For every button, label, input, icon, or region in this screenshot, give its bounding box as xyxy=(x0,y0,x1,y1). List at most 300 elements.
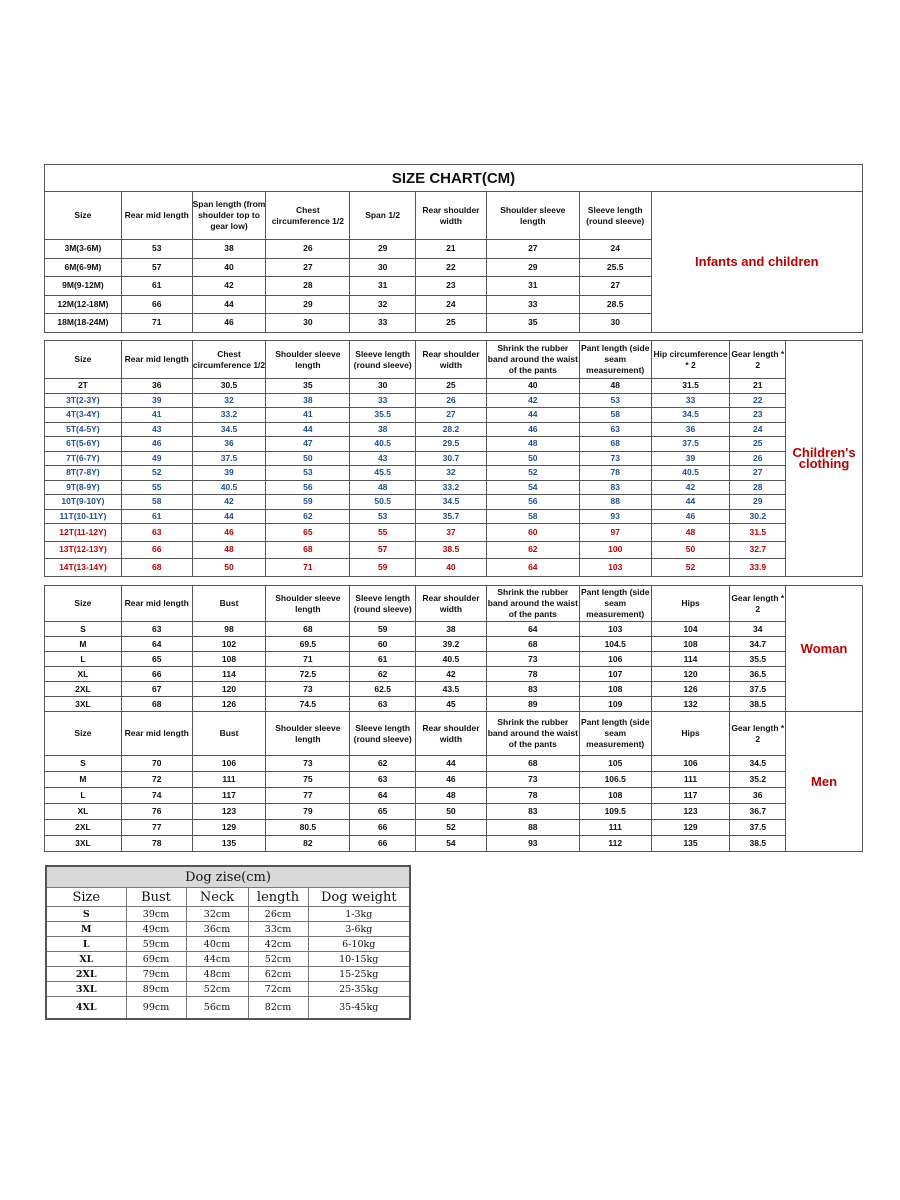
table-cell: 30.5 xyxy=(192,379,266,394)
table-cell: 111 xyxy=(579,820,651,836)
table-cell: 72 xyxy=(121,772,192,788)
table-cell: 12M(12-18M) xyxy=(45,295,122,314)
table-cell: 8T(7-8Y) xyxy=(45,466,122,481)
table-cell: 107 xyxy=(579,667,651,682)
table-cell: 45 xyxy=(416,697,487,712)
table-cell: 98 xyxy=(192,622,266,637)
table-cell: 40.5 xyxy=(192,480,266,495)
table-cell: 52cm xyxy=(248,952,308,967)
table-cell: 48 xyxy=(192,541,266,559)
column-header: Rear mid length xyxy=(121,341,192,379)
table-cell: 48 xyxy=(416,788,487,804)
table-cell: 82cm xyxy=(248,997,308,1019)
table-cell: 52cm xyxy=(186,982,248,997)
table-cell: 117 xyxy=(192,788,266,804)
table-cell: 89 xyxy=(486,697,579,712)
table-cell: 135 xyxy=(651,836,730,852)
table-cell: 52 xyxy=(651,559,730,577)
table-cell: 30 xyxy=(350,258,416,277)
column-header: Gear length * 2 xyxy=(730,341,786,379)
table-cell: 66 xyxy=(121,667,192,682)
table-cell: 56cm xyxy=(186,997,248,1019)
table-cell: S xyxy=(46,907,126,922)
column-header: Shrink the rubber band around the waist of the pants xyxy=(486,712,579,756)
table-cell: 6M(6-9M) xyxy=(45,258,122,277)
table-header-row xyxy=(45,192,863,240)
table-cell: 53 xyxy=(121,240,192,259)
table-cell: 72.5 xyxy=(266,667,350,682)
column-header: Gear length * 2 xyxy=(730,712,786,756)
column-header: Hips xyxy=(651,586,730,622)
table-cell: 73 xyxy=(486,772,579,788)
table-cell: 117 xyxy=(651,788,730,804)
column-header: Sleeve length (round sleeve) xyxy=(350,586,416,622)
table-cell: 27 xyxy=(266,258,350,277)
table-cell: 64 xyxy=(350,788,416,804)
column-header: Rear shoulder width xyxy=(416,192,487,240)
table-cell: 30.7 xyxy=(416,451,487,466)
table-cell: 52 xyxy=(416,820,487,836)
table-cell: 106 xyxy=(192,756,266,772)
table-cell: 21 xyxy=(416,240,487,259)
table-header-row xyxy=(46,888,410,907)
column-header: Shrink the rubber band around the waist of the pants xyxy=(486,341,579,379)
table-cell: 44 xyxy=(486,408,579,423)
table-cell: 36 xyxy=(121,379,192,394)
table-cell: 25 xyxy=(730,437,786,452)
table-cell: 36.5 xyxy=(730,667,786,682)
table-cell: 55 xyxy=(121,480,192,495)
column-header: Pant length (side seam measurement) xyxy=(579,341,651,379)
table-cell: 68 xyxy=(579,437,651,452)
table-row xyxy=(45,697,863,712)
table-cell: 93 xyxy=(486,836,579,852)
column-header: Span 1/2 xyxy=(350,192,416,240)
table-cell: 2T xyxy=(45,379,122,394)
column-header: Rear shoulder width xyxy=(416,712,487,756)
table-cell: 24 xyxy=(730,422,786,437)
table-cell: 3T(2-3Y) xyxy=(45,393,122,408)
table-cell: M xyxy=(45,637,122,652)
table-cell: 61 xyxy=(121,509,192,524)
table-cell: 112 xyxy=(579,836,651,852)
table-row xyxy=(46,997,410,1019)
table-cell: 46 xyxy=(416,772,487,788)
table-cell: 27 xyxy=(579,277,651,296)
table-row xyxy=(45,422,863,437)
table-cell: 40 xyxy=(486,379,579,394)
table-cell: 35.7 xyxy=(416,509,487,524)
table-cell: 102 xyxy=(192,637,266,652)
table-row xyxy=(45,466,863,481)
column-header: Neck xyxy=(186,888,248,907)
table-cell: 39 xyxy=(121,393,192,408)
table-cell: 22 xyxy=(730,393,786,408)
table-row xyxy=(46,967,410,982)
table-cell: 42cm xyxy=(248,937,308,952)
table-cell: 76 xyxy=(121,804,192,820)
table-cell: 103 xyxy=(579,622,651,637)
table-cell: 28.2 xyxy=(416,422,487,437)
table-cell: 25 xyxy=(416,379,487,394)
table-cell: 38 xyxy=(192,240,266,259)
table-cell: 7T(6-7Y) xyxy=(45,451,122,466)
table-cell: 70 xyxy=(121,756,192,772)
column-header: Shoulder sleeve length xyxy=(486,192,579,240)
table-cell: 79cm xyxy=(126,967,186,982)
column-header: Pant length (side seam measurement) xyxy=(579,712,651,756)
table-cell: 26 xyxy=(266,240,350,259)
table-cell: S xyxy=(45,756,122,772)
table-row xyxy=(45,756,863,772)
table-cell: 32.7 xyxy=(730,541,786,559)
table-cell: L xyxy=(45,652,122,667)
table-cell: 63 xyxy=(350,697,416,712)
dog-table-title: Dog zise(cm) xyxy=(46,866,410,888)
table-cell: 44 xyxy=(651,495,730,510)
table-cell: 69cm xyxy=(126,952,186,967)
table-cell: 66 xyxy=(350,820,416,836)
table-cell: 33 xyxy=(350,393,416,408)
column-header: Rear shoulder width xyxy=(416,586,487,622)
table-cell: 25 xyxy=(416,314,487,333)
table-cell: 68 xyxy=(266,541,350,559)
table-cell: 75 xyxy=(266,772,350,788)
table-cell: 56 xyxy=(486,495,579,510)
table-cell: 48 xyxy=(651,524,730,542)
table-cell: 31.5 xyxy=(730,524,786,542)
table-cell: 34.5 xyxy=(416,495,487,510)
table-cell: 28.5 xyxy=(579,295,651,314)
table-cell: 79 xyxy=(266,804,350,820)
table-row xyxy=(45,637,863,652)
column-header: Size xyxy=(45,192,122,240)
table-cell: 106.5 xyxy=(579,772,651,788)
table-cell: 74 xyxy=(121,788,192,804)
table-cell: 44 xyxy=(266,422,350,437)
table-cell: 37 xyxy=(416,524,487,542)
table-cell: 123 xyxy=(192,804,266,820)
table-cell: XL xyxy=(45,667,122,682)
table-header-row xyxy=(45,586,863,622)
table-cell: L xyxy=(46,937,126,952)
table-cell: 2XL xyxy=(46,967,126,982)
table-cell: 82 xyxy=(266,836,350,852)
column-header: Chest circumference 1/2 xyxy=(266,192,350,240)
table-cell: 61 xyxy=(350,652,416,667)
table-cell: 78 xyxy=(121,836,192,852)
table-cell: 44 xyxy=(192,295,266,314)
table-cell: 59 xyxy=(350,559,416,577)
column-header: Chest circumference 1/2 xyxy=(192,341,266,379)
table-header-row xyxy=(45,341,863,379)
table-cell: 44 xyxy=(416,756,487,772)
table-row xyxy=(45,480,863,495)
table-cell: 47 xyxy=(266,437,350,452)
table-cell: 42 xyxy=(486,393,579,408)
table-cell: 2XL xyxy=(45,820,122,836)
table-cell: 68 xyxy=(121,559,192,577)
table-cell: 29.5 xyxy=(416,437,487,452)
table-cell: 34.7 xyxy=(730,637,786,652)
table-cell: 62 xyxy=(266,509,350,524)
table-cell: 64 xyxy=(486,559,579,577)
table-cell: 53 xyxy=(579,393,651,408)
table-cell: 35 xyxy=(266,379,350,394)
table-cell: 29 xyxy=(266,295,350,314)
table-cell: 27 xyxy=(730,466,786,481)
table-row xyxy=(45,804,863,820)
table-cell: 29 xyxy=(730,495,786,510)
table-cell: 39.2 xyxy=(416,637,487,652)
table-cell: 33.9 xyxy=(730,559,786,577)
table-cell: 27 xyxy=(486,240,579,259)
table-cell: 74.5 xyxy=(266,697,350,712)
table-cell: 48 xyxy=(579,379,651,394)
table-cell: 38.5 xyxy=(730,697,786,712)
table-cell: 68 xyxy=(486,637,579,652)
table-cell: 65 xyxy=(121,652,192,667)
column-header: Size xyxy=(45,341,122,379)
table-cell: 59cm xyxy=(126,937,186,952)
table-cell: 34.5 xyxy=(651,408,730,423)
table-cell: 135 xyxy=(192,836,266,852)
table-cell: 33cm xyxy=(248,922,308,937)
table-row xyxy=(45,772,863,788)
table-cell: 24 xyxy=(579,240,651,259)
table-cell: 77 xyxy=(121,820,192,836)
table-cell: 32 xyxy=(350,295,416,314)
table-cell: 30.2 xyxy=(730,509,786,524)
table-cell: 36cm xyxy=(186,922,248,937)
table-cell: 50 xyxy=(651,541,730,559)
table-cell: 35.5 xyxy=(730,652,786,667)
column-header: Span length (from shoulder top to gear low) xyxy=(192,192,266,240)
table-cell: M xyxy=(46,922,126,937)
table-cell: 126 xyxy=(192,697,266,712)
table-cell: XL xyxy=(45,804,122,820)
table-cell: 10T(9-10Y) xyxy=(45,495,122,510)
table-cell: 24 xyxy=(416,295,487,314)
table-cell: 67 xyxy=(121,682,192,697)
table-cell: 106 xyxy=(579,652,651,667)
section-label-woman: Woman xyxy=(786,586,863,712)
table-cell: 80.5 xyxy=(266,820,350,836)
table-cell: 62.5 xyxy=(350,682,416,697)
table-cell: 4T(3-4Y) xyxy=(45,408,122,423)
table-cell: 36 xyxy=(730,788,786,804)
table-cell: 41 xyxy=(121,408,192,423)
table-cell: 39 xyxy=(192,466,266,481)
table-cell: 43 xyxy=(121,422,192,437)
table-cell: 44cm xyxy=(186,952,248,967)
table-row xyxy=(45,437,863,452)
table-cell: 68 xyxy=(486,756,579,772)
table-row xyxy=(45,820,863,836)
column-header: Sleeve length (round sleeve) xyxy=(350,712,416,756)
men-size-table xyxy=(44,711,863,852)
table-cell: 88 xyxy=(579,495,651,510)
table-row xyxy=(46,982,410,997)
table-cell: 50 xyxy=(486,451,579,466)
table-row xyxy=(45,667,863,682)
table-cell: 108 xyxy=(579,788,651,804)
table-cell: 14T(13-14Y) xyxy=(45,559,122,577)
table-cell: 53 xyxy=(266,466,350,481)
table-cell: 45.5 xyxy=(350,466,416,481)
table-cell: 36 xyxy=(192,437,266,452)
table-cell: 71 xyxy=(266,652,350,667)
table-cell: 43 xyxy=(350,451,416,466)
table-cell: 41 xyxy=(266,408,350,423)
table-cell: 78 xyxy=(579,466,651,481)
table-cell: 27 xyxy=(416,408,487,423)
table-cell: 30 xyxy=(266,314,350,333)
table-cell: 72cm xyxy=(248,982,308,997)
table-cell: 93 xyxy=(579,509,651,524)
table-cell: 88 xyxy=(486,820,579,836)
table-cell: 44 xyxy=(192,509,266,524)
table-row xyxy=(45,559,863,577)
table-cell: 33 xyxy=(651,393,730,408)
column-header: Rear mid length xyxy=(121,192,192,240)
table-cell: 58 xyxy=(579,408,651,423)
table-cell: 50 xyxy=(192,559,266,577)
table-row xyxy=(45,495,863,510)
table-cell: 6T(5-6Y) xyxy=(45,437,122,452)
table-cell: 50 xyxy=(416,804,487,820)
table-cell: 49cm xyxy=(126,922,186,937)
table-cell: 100 xyxy=(579,541,651,559)
table-cell: 54 xyxy=(486,480,579,495)
table-row xyxy=(45,509,863,524)
table-cell: 29 xyxy=(350,240,416,259)
table-cell: 49 xyxy=(121,451,192,466)
table-row xyxy=(45,451,863,466)
column-header: Sleeve length (round sleeve) xyxy=(579,192,651,240)
table-cell: 77 xyxy=(266,788,350,804)
table-cell: 40 xyxy=(192,258,266,277)
column-header: Bust xyxy=(126,888,186,907)
table-cell: 33.2 xyxy=(416,480,487,495)
table-cell: 59 xyxy=(266,495,350,510)
table-cell: 3XL xyxy=(46,982,126,997)
table-cell: 48 xyxy=(350,480,416,495)
table-cell: 123 xyxy=(651,804,730,820)
dog-size-table xyxy=(45,865,411,1020)
table-cell: 108 xyxy=(192,652,266,667)
table-cell: 9T(8-9Y) xyxy=(45,480,122,495)
column-header: Shrink the rubber band around the waist of the pants xyxy=(486,586,579,622)
table-cell: 42 xyxy=(192,495,266,510)
table-cell: 1-3kg xyxy=(308,907,410,922)
column-header: Bust xyxy=(192,712,266,756)
table-cell: 6-10kg xyxy=(308,937,410,952)
table-header-row xyxy=(45,712,863,756)
table-cell: 73 xyxy=(579,451,651,466)
table-cell: 52 xyxy=(486,466,579,481)
table-cell: 60 xyxy=(486,524,579,542)
table-cell: 83 xyxy=(486,682,579,697)
table-cell: 3XL xyxy=(45,697,122,712)
table-cell: 31 xyxy=(486,277,579,296)
table-cell: S xyxy=(45,622,122,637)
table-cell: 35-45kg xyxy=(308,997,410,1019)
table-cell: 18M(18-24M) xyxy=(45,314,122,333)
table-cell: 103 xyxy=(579,559,651,577)
table-cell: 40.5 xyxy=(350,437,416,452)
table-cell: 2XL xyxy=(45,682,122,697)
table-cell: 83 xyxy=(486,804,579,820)
column-header: Size xyxy=(45,712,122,756)
table-cell: 89cm xyxy=(126,982,186,997)
table-cell: 26cm xyxy=(248,907,308,922)
table-cell: 31 xyxy=(350,277,416,296)
table-cell: 59 xyxy=(350,622,416,637)
table-cell: 62 xyxy=(350,756,416,772)
table-cell: 54 xyxy=(416,836,487,852)
column-header: Pant length (side seam measurement) xyxy=(579,586,651,622)
table-cell: 53 xyxy=(350,509,416,524)
table-cell: 3XL xyxy=(45,836,122,852)
column-header: Hip circumference * 2 xyxy=(651,341,730,379)
table-cell: 40cm xyxy=(186,937,248,952)
table-cell: 62cm xyxy=(248,967,308,982)
table-cell: 35 xyxy=(486,314,579,333)
table-cell: 114 xyxy=(651,652,730,667)
table-cell: 31.5 xyxy=(651,379,730,394)
table-cell: 63 xyxy=(121,622,192,637)
table-cell: 78 xyxy=(486,788,579,804)
table-cell: 43.5 xyxy=(416,682,487,697)
table-cell: 26 xyxy=(416,393,487,408)
table-cell: 38 xyxy=(416,622,487,637)
table-cell: XL xyxy=(46,952,126,967)
table-cell: 129 xyxy=(651,820,730,836)
table-cell: 10-15kg xyxy=(308,952,410,967)
table-cell: 65 xyxy=(350,804,416,820)
table-cell: 37.5 xyxy=(730,820,786,836)
table-cell: 46 xyxy=(486,422,579,437)
table-cell: 99cm xyxy=(126,997,186,1019)
table-cell: 108 xyxy=(579,682,651,697)
column-header: Size xyxy=(46,888,126,907)
table-cell: 55 xyxy=(350,524,416,542)
table-cell: 40 xyxy=(416,559,487,577)
table-cell: 111 xyxy=(651,772,730,788)
section-label-infants: Infants and children xyxy=(651,192,862,333)
table-cell: 60 xyxy=(350,637,416,652)
table-cell: 36.7 xyxy=(730,804,786,820)
table-cell: 28 xyxy=(730,480,786,495)
table-cell: 46 xyxy=(192,524,266,542)
table-cell: 40.5 xyxy=(416,652,487,667)
table-cell: 37.5 xyxy=(651,437,730,452)
table-cell: 46 xyxy=(192,314,266,333)
table-cell: 34.5 xyxy=(192,422,266,437)
column-header: Sleeve length (round sleeve) xyxy=(350,341,416,379)
table-cell: 26 xyxy=(730,451,786,466)
table-cell: 73 xyxy=(266,756,350,772)
column-header: Shoulder sleeve length xyxy=(266,712,350,756)
table-cell: 37.5 xyxy=(730,682,786,697)
table-cell: M xyxy=(45,772,122,788)
table-cell: 46 xyxy=(121,437,192,452)
table-cell: 58 xyxy=(486,509,579,524)
table-cell: 120 xyxy=(651,667,730,682)
table-cell: 29 xyxy=(486,258,579,277)
table-cell: 66 xyxy=(121,295,192,314)
